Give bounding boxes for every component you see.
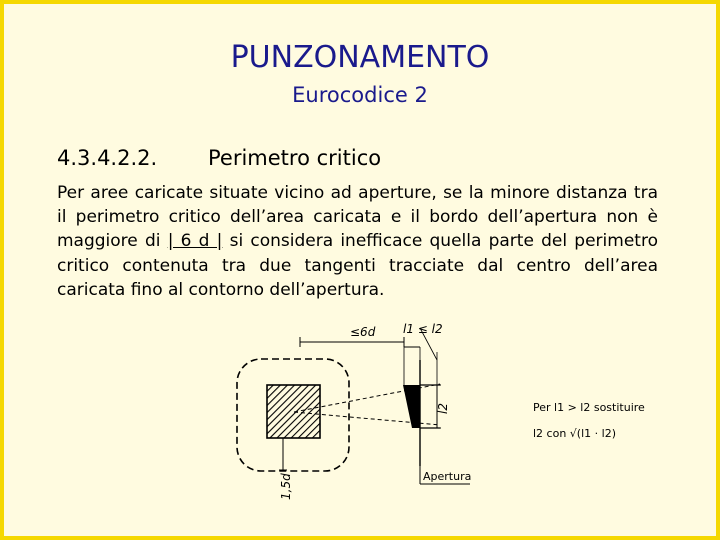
paragraph-highlight: | 6 d |	[167, 231, 223, 252]
note-line-2: l2 con √(l1 · l2)	[533, 427, 616, 440]
section-number: 4.3.4.2.2.	[57, 146, 158, 170]
apertura-label: Apertura	[423, 470, 472, 483]
slide-subtitle: Eurocodice 2	[292, 83, 428, 107]
slide-title: PUNZONAMENTO	[230, 40, 490, 75]
paragraph-text-after: si considera inefficace quella parte del perimetro critico contenuta tra due tangenti tracciate dal centro dell’area caricata fino al contorno dell’apertura.	[57, 231, 658, 300]
loaded-area-square	[267, 385, 320, 438]
ineffective-perimeter-wedge	[403, 385, 420, 428]
paragraph-text-before: Per aree caricate situate vicino ad aperture, se la minore distanza tra il perimetro critico dell’area caricata e il bordo dell’apertura non è maggiore di	[57, 183, 658, 252]
dim-15d-label: 1,5d	[279, 473, 293, 500]
dim-l1-l2-label: l1 ≤ l2	[403, 322, 443, 336]
note-line-1: Per l1 > l2 sostituire	[533, 401, 645, 414]
dim-6d-label: ≤6d	[350, 325, 376, 339]
dim-l2-label: l2	[436, 403, 450, 414]
section-title: Perimetro critico	[208, 146, 382, 170]
